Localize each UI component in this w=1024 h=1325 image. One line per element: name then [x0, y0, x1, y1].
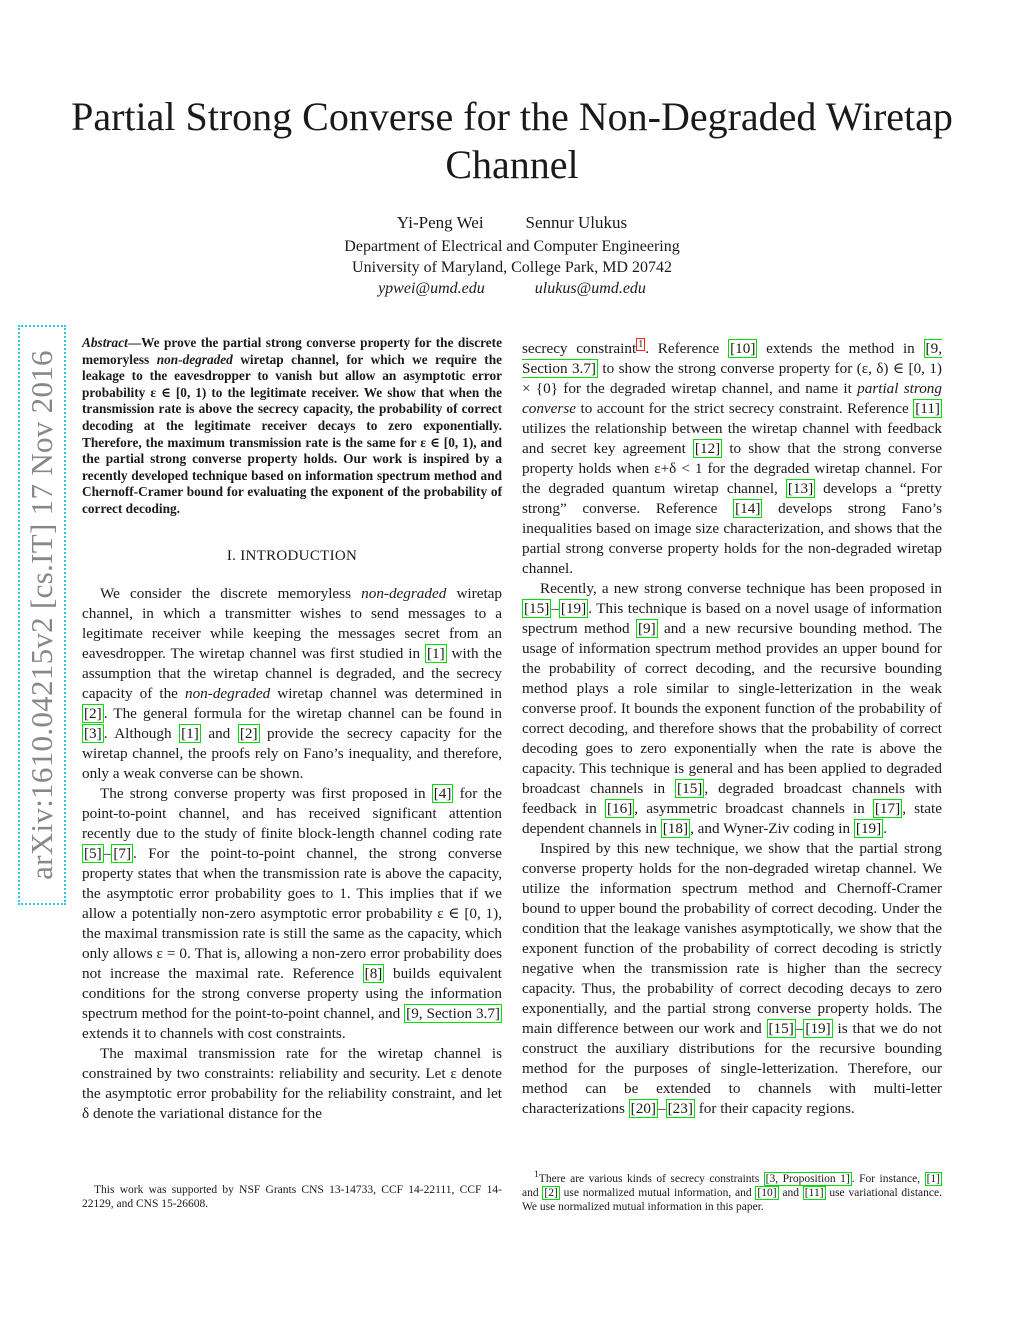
citation-link[interactable]: [9, Section 3.7] [522, 340, 942, 378]
citation-link[interactable]: [8] [364, 964, 383, 982]
citation-link[interactable]: [20] [630, 1100, 656, 1118]
affiliation-department: Department of Electrical and Computer Engineering [344, 238, 680, 255]
left-column [82, 335, 502, 1124]
right-column [522, 335, 942, 1119]
arxiv-stamp[interactable] [18, 325, 66, 905]
citation-link[interactable]: [11] [804, 1186, 824, 1199]
email-list [60, 278, 964, 299]
email[interactable]: ulukus@umd.edu [534, 280, 646, 297]
citation-link[interactable]: [14] [735, 500, 761, 518]
author-name: Yi-Peng Wei [396, 213, 484, 232]
footnote-marker: 1 [534, 1169, 539, 1180]
citation-link[interactable]: [19] [805, 1020, 831, 1038]
citation-link[interactable]: [19] [560, 600, 587, 618]
citation-link[interactable]: [9, Section 3.7] [406, 1004, 500, 1022]
author-list [60, 212, 964, 233]
citation-link[interactable]: [2] [84, 704, 102, 722]
citation-link[interactable]: [23] [667, 1100, 693, 1118]
section-heading: I. INTRODUCTION [226, 547, 358, 564]
citation-link[interactable]: [16] [606, 800, 633, 818]
citation-link[interactable]: [3, Proposition 1] [765, 1172, 850, 1185]
author-name: Sennur Ulukus [525, 213, 628, 232]
affiliation-university: University of Maryland, College Park, MD 20742 [352, 259, 672, 276]
arxiv-identifier: arXiv:1610.04215v2 [cs.IT] 17 Nov 2016 [24, 350, 59, 880]
citation-link[interactable]: [1] [926, 1172, 940, 1185]
citation-link[interactable]: [7] [113, 844, 132, 862]
paragraph: Recently, a new strong converse technique has been proposed in [15] – [19] . This technique is based on a novel usage of information spectrum method [9] and a new recursive bounding method. The usage of information spectrum method provides an upper bound for the probability of correct decoding, and the recursive bounding method plays a role similar to single-letterization in the weak converse proof. It bounds the exponent function of the probability of correct decoding, and therefore shows that the probability of correct decoding goes to zero exponentially when the rate is above the capacity. This technique is general and has been applied to degraded broadcast channels in [15] , degraded broadcast channels with feedback in [16] , asymmetric broadcast channels in [17] , state dependent channels in [18] , and Wyner-Ziv coding in [19] . [522, 580, 943, 838]
citation-link[interactable]: [10] [757, 1186, 777, 1199]
abstract: Abstract—We prove the partial strong converse property for the discrete memoryless non-degraded wiretap channel, for which we require the leakage to the eavesdropper to vanish but allow an asymptotic error probability ε ∈ [0, 1) to the legitimate receiver. We show that when the transmission rate is above the secrecy capacity, the probability of correct decoding at the legitimate receiver decays to zero exponentially. Therefore, the maximum transmission rate is the same for ε ∈ [0, 1), and the partial strong converse property holds. Our work is inspired by a recently developed technique based on information spectrum method and Chernoff-Cramer bound for evaluating the exponent of the probability of correct decoding. [82, 335, 502, 516]
citation-link[interactable]: [11] [915, 400, 940, 418]
citation-link[interactable]: [15] [768, 1020, 794, 1038]
citation-link[interactable]: [13] [787, 480, 814, 498]
citation-link[interactable]: [2] [544, 1186, 558, 1199]
citation-link[interactable]: [1] [181, 724, 199, 742]
citation-link[interactable]: [9] [637, 620, 656, 638]
citation-link[interactable]: [18] [662, 820, 689, 838]
paragraph: Inspired by this new technique, we show that the partial strong converse property holds for the non-degraded wiretap channel. We utilize the information spectrum method and Chernoff-Cramer bound to upper bound the probability of correct decoding. Under the condition that the leakage vanishes asymptotically, we show that the exponent function of the probability of correct decoding is strictly negative when the transmission rate is higher than the secrecy capacity. Thus, the probability of correct decoding decays to zero exponentially, and the partial strong converse property holds. The main difference between our work and [15] – [19] is that we do not construct the auxiliary distributions for the recursive bounding method for the purposes of single-letterization. Therefore, our method can be extended to channels with multi-letter characterizations [20] – [23] for their capacity regions. [522, 840, 942, 1118]
paragraph: We consider the discrete memoryless non-degraded wiretap channel, in which a transmitter wishes to send messages to a legitimate receiver while keeping the messages secret from an eavesdropper. The wiretap channel was first studied in [1] with the assumption that the wiretap channel is degraded, and the secrecy capacity of the non-degraded wiretap channel was determined in [2] . The general formula for the wiretap channel can be found in [3] . Although [1] and [2] provide the secrecy capacity for the wiretap channel, the proofs rely on Fano’s inequality, and therefore, only a weak converse can be shown. [82, 584, 503, 782]
citation-link[interactable]: [12] [694, 440, 721, 458]
footnote-link[interactable]: 1 [638, 339, 644, 350]
citation-link[interactable]: [4] [433, 784, 452, 802]
citation-link[interactable]: [15] [677, 780, 703, 798]
citation-link[interactable]: [2] [239, 724, 258, 742]
citation-link[interactable]: [1] [426, 644, 445, 662]
paragraph: The strong converse property was first proposed in [4] for the point-to-point channel, and has received significant attention recently due to the study of finite block-length channel coding rate [5] – [7] . For the point-to-point channel, the strong converse property states that when the transmission rate is above the capacity, the asymptotic error probability goes to 1. This implies that if we allow a potentially non-zero asymptotic error probability ε ∈ [0, 1), the maximal transmission rate is still the same as the capacity, which only allows ε = 0. That is, allowing a non-zero error probability does not increase the maximal rate. Reference [8] builds equivalent conditions for the strong converse property using the information spectrum method for the point-to-point channel, and [9, Section 3.7] extends it to channels with cost constraints. [82, 784, 503, 1042]
citation-link[interactable]: [15] [524, 600, 550, 618]
citation-link[interactable]: [10] [730, 340, 756, 358]
funding-footnote: This work was supported by NSF Grants CNS 13-14733, CCF 14-22111, CCF 14-22129, and CNS 15-26608. [82, 1184, 502, 1210]
citation-link[interactable]: [17] [874, 800, 901, 818]
citation-link[interactable]: [19] [855, 820, 882, 838]
paper-title: Partial Strong Converse for the Non-Degraded Wiretap Channel [71, 94, 953, 187]
citation-link[interactable]: [3] [84, 724, 102, 742]
footnote: $^1$There are various kinds of secrecy constraints [3, Proposition 1] . For instance, [1] and [2] use normalized mutual information, and [10] and [11] use variational distance. We use normalized mutual information in this paper. [522, 1169, 942, 1213]
paragraph: The maximal transmission rate for the wiretap channel is constrained by two constraints: reliability and security. Let ε denote the asymptotic error probability for the reliability constraint, and let δ denote the variational distance for the [82, 1044, 502, 1122]
citation-link[interactable]: [5] [84, 844, 102, 862]
email[interactable]: ypwei@umd.edu [378, 280, 485, 297]
paragraph: secrecy constraint $^1$ . Reference [10] extends the method in [9, Section 3.7] to show the strong converse property for (ε, δ) ∈ [0, 1) × {0} for the degraded wiretap channel, and name it partial strong converse to account for the strict secrecy constraint. Reference [11] utilizes the relationship between the wiretap channel with feedback and secret key agreement [12] to show that the strong converse property holds when ε+δ < 1 for the degraded wiretap channel. For the degraded quantum wiretap channel, [13] develops a “pretty strong” converse. Reference [14] develops strong Fano’s inequalities based on image size characterization, and shows that the partial strong converse property holds for the non-degraded wiretap channel. [522, 339, 942, 578]
